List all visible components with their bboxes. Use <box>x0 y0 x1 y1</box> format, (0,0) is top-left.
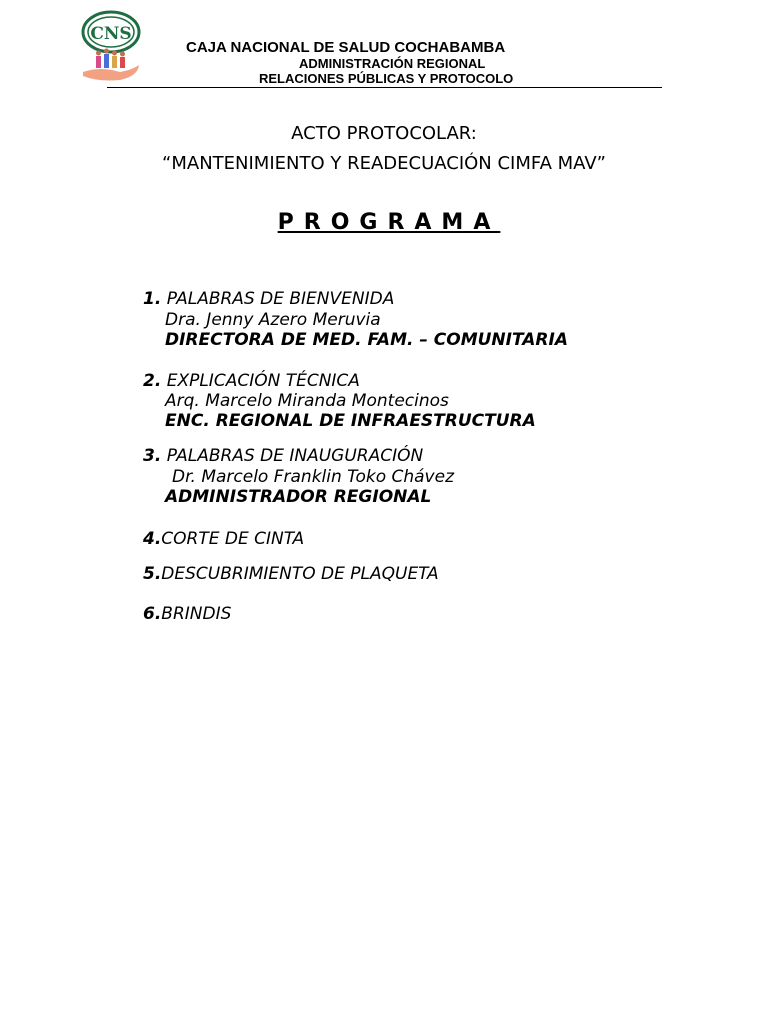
event-title-line2: “MANTENIMIENTO Y READECUACIÓN CIMFA MAV” <box>162 153 606 174</box>
item-label: PALABRAS DE BIENVENIDA <box>161 289 395 309</box>
item-label: BRINDIS <box>161 604 232 624</box>
program-item-5 <box>143 564 439 584</box>
logo-lettering: CNS <box>90 24 132 44</box>
header-divider <box>107 87 662 88</box>
item-number: 5. <box>143 564 162 584</box>
item-label: PALABRAS DE INAUGURACIÓN <box>161 446 424 466</box>
item-1-person: Dra. Jenny Azero Meruvia <box>165 310 381 330</box>
item-label: EXPLICACIÓN TÉCNICA <box>161 371 360 391</box>
item-number: 3. <box>143 446 162 466</box>
program-item-4 <box>143 529 304 549</box>
program-heading: PROGRAMA <box>277 210 501 235</box>
event-title-line1: ACTO PROTOCOLAR: <box>291 123 477 144</box>
program-item-2 <box>143 371 360 391</box>
item-1-role: DIRECTORA DE MED. FAM. – COMUNITARIA <box>165 330 568 350</box>
item-number: 2. <box>143 371 162 391</box>
item-3-role: ADMINISTRADOR REGIONAL <box>165 487 432 507</box>
item-number: 1. <box>143 289 162 309</box>
item-number: 4. <box>143 529 162 549</box>
item-2-role: ENC. REGIONAL DE INFRAESTRUCTURA <box>165 411 536 431</box>
cns-logo <box>80 10 142 82</box>
org-name: CAJA NACIONAL DE SALUD COCHABAMBA <box>186 39 506 56</box>
program-item-6 <box>143 604 231 624</box>
relations-subtitle: RELACIONES PÚBLICAS Y PROTOCOLO <box>259 71 514 86</box>
item-label: DESCUBRIMIENTO DE PLAQUETA <box>161 564 439 584</box>
admin-subtitle: ADMINISTRACIÓN REGIONAL <box>299 56 486 71</box>
program-item-3 <box>143 446 423 466</box>
item-3-person: Dr. Marcelo Franklin Toko Chávez <box>172 467 455 487</box>
item-label: CORTE DE CINTA <box>161 529 305 549</box>
item-number: 6. <box>143 604 162 624</box>
program-item-1 <box>143 289 394 309</box>
item-2-person: Arq. Marcelo Miranda Montecinos <box>165 391 449 411</box>
